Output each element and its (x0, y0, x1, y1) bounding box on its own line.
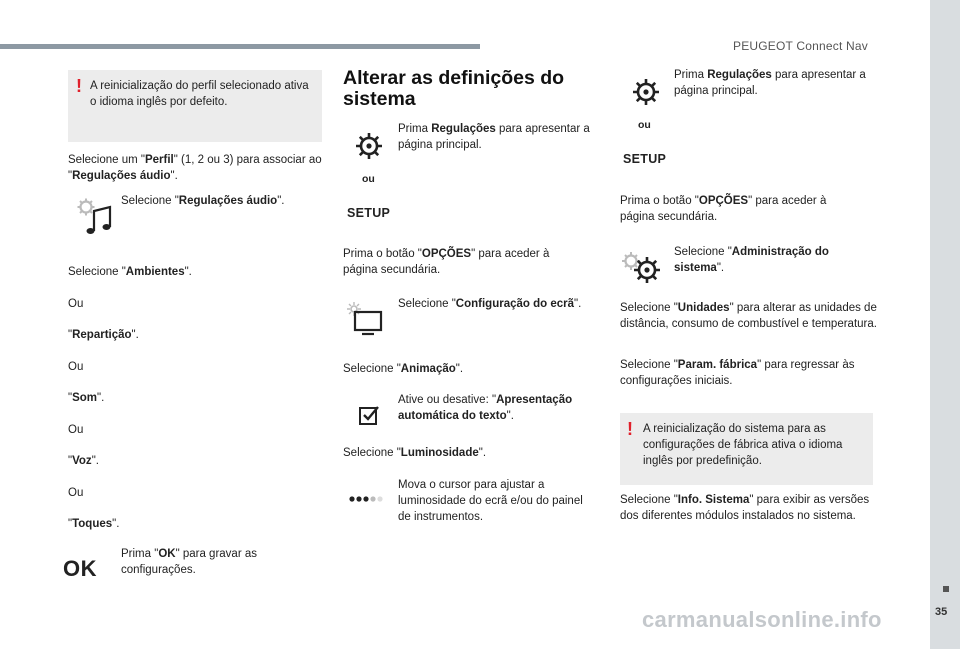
auto-text-toggle-text: Ative ou desative: "Apresentação automática do texto". (398, 394, 573, 422)
or-label: ou (362, 173, 375, 185)
header-bar (0, 44, 480, 49)
or-text: Ou (68, 298, 84, 310)
brightness-text: Selecione "Luminosidade". (343, 447, 487, 459)
system-admin-gears-icon (620, 249, 664, 285)
item-reparticao: "Repartição". (68, 329, 139, 341)
page-side-strip (930, 0, 960, 649)
page-marker (943, 586, 949, 592)
step-audio-text: Selecione "Regulações áudio". (121, 195, 285, 207)
admin-text: Selecione "Administração do sistema". (674, 246, 829, 274)
ok-button-icon: OK (63, 556, 97, 581)
system-info-text: Selecione "Info. Sistema" para exibir as versões dos diferentes módulos instalados no sistema. (620, 494, 870, 522)
options-text: Prima o botão "OPÇÕES" para aceder à página secundária. (620, 195, 827, 223)
page-number: 35 (935, 606, 948, 618)
item-ambientes: Selecione "Ambientes". (68, 266, 192, 278)
screen-settings-icon (346, 301, 386, 337)
or-text: Ou (68, 487, 84, 499)
press-settings-text: Prima Regulações para apresentar a página principal. (674, 69, 866, 97)
factory-reset-text: Selecione "Param. fábrica" para regressar às configurações iniciais. (620, 359, 855, 387)
setup-button-label: SETUP (623, 152, 667, 166)
warning-icon: ! (76, 76, 82, 96)
music-settings-icon (76, 197, 116, 237)
watermark: carmanualsonline.info (642, 607, 882, 632)
intro-text: Selecione um "Perfil" (1, 2 ou 3) para associar ao "Regulações áudio". (68, 154, 322, 182)
ok-step-text: Prima "OK" para gravar as configurações. (121, 548, 257, 576)
item-voz: "Voz". (68, 455, 99, 467)
options-text: Prima o botão "OPÇÕES" para aceder à página secundária. (343, 248, 550, 276)
gear-icon (631, 77, 661, 107)
units-text: Selecione "Unidades" para alterar as unidades de distância, consumo de combustível e temperatura. (620, 302, 877, 330)
section-title: Alterar as definições do sistema (343, 67, 565, 110)
gear-icon (354, 131, 384, 161)
animation-text: Selecione "Animação". (343, 363, 464, 375)
screen-config-text: Selecione "Configuração do ecrã". (398, 298, 582, 310)
item-som: "Som". (68, 392, 105, 404)
checkbox-icon (358, 404, 382, 428)
setup-button-label: SETUP (347, 206, 391, 220)
press-settings-text: Prima Regulações para apresentar a página principal. (398, 123, 590, 151)
note-factory-reset (620, 413, 873, 485)
brightness-slider-icon (348, 494, 388, 504)
warning-icon: ! (627, 419, 633, 439)
note-text: A reinicialização do sistema para as configurações de fábrica ativa o idioma inglês por predefinição. (643, 423, 843, 467)
slider-text: Mova o cursor para ajustar a luminosidade do ecrã e/ou do painel de instrumentos. (398, 479, 583, 523)
item-toques: "Toques". (68, 518, 120, 530)
or-label: ou (638, 119, 651, 131)
or-text: Ou (68, 361, 84, 373)
note-text: A reinicialização do perfil selecionado ativa o idioma inglês por defeito. (90, 80, 309, 108)
note-profile-reset (68, 70, 322, 142)
brand-header: PEUGEOT Connect Nav (733, 39, 868, 53)
or-text: Ou (68, 424, 84, 436)
